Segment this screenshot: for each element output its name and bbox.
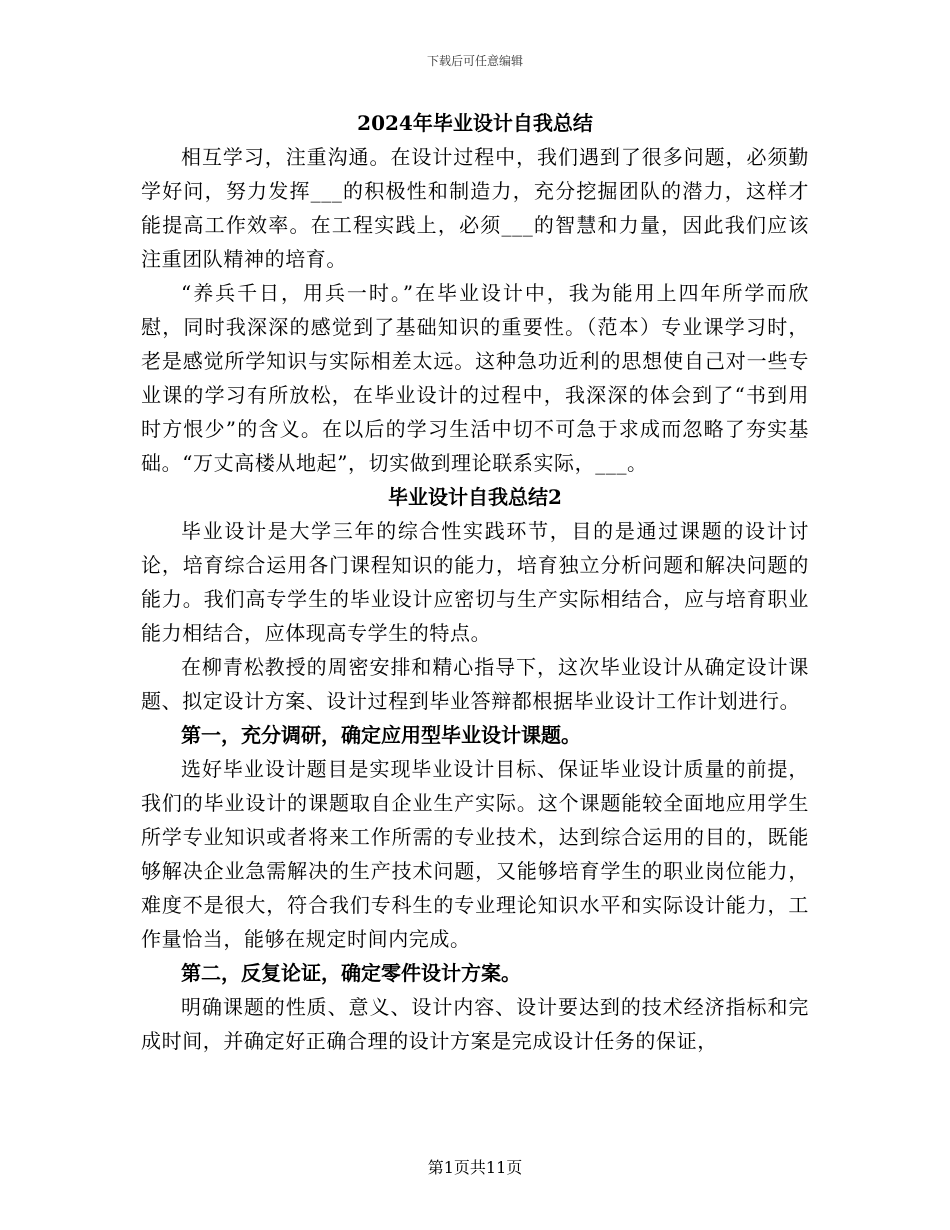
page-footer: 第1页共11页	[427, 1158, 523, 1177]
paragraph: 毕业设计是大学三年的综合性实践环节，目的是通过课题的设计讨论，培育综合运用各门课程知识的能力，培育独立分析问题和解决问题的能力。我们高专学生的毕业设计应密切与生产实际相结合，应与培育职业能力相结合，应体现高专学生的特点。	[141, 519, 809, 645]
paragraph: 明确课题的性质、意义、设计内容、设计要达到的技术经济指标和完成时间，并确定好正确合理的设计方案是完成设计任务的保证，	[141, 995, 809, 1053]
paragraph: 选好毕业设计题目是实现毕业设计目标、保证毕业设计质量的前提，我们的毕业设计的课题取自企业生产实际。这个课题能较全面地应用学生所学专业知识或者将来工作所需的专业技术，达到综合运用的目的，既能够解决企业急需解决的生产技术问题，又能够培育学生的职业岗位能力，难度不是很大，符合我们专科生的专业理论知识水平和实际设计能力，工作量恰当，能够在规定时间内完成。	[141, 757, 809, 951]
section-heading: 第一，充分调研，确定应用型毕业设计课题。	[181, 723, 581, 747]
document-body	[141, 106, 809, 1058]
section-heading: 第二，反复论证，确定零件设计方案。	[181, 961, 521, 985]
section-title: 毕业设计自我总结2	[388, 485, 562, 509]
header-note: 下载后可任意编辑	[426, 54, 523, 68]
paragraph: “养兵千日，用兵一时。”在毕业设计中，我为能用上四年所学而欣慰，同时我深深的感觉到了基础知识的重要性。（范本）专业课学习时，老是感觉所学知识与实际相差太远。这种急功近利的思想使自己对一些专业课的学习有所放松，在毕业设计的过程中，我深深的体会到了“书到用时方恨少”的含义。在以后的学习生活中切不可急于求成而忽略了夯实基础。“万丈高楼从地起”，切实做到理论联系实际，___。	[141, 281, 809, 475]
document-title: 2024年毕业设计自我总结	[357, 111, 593, 135]
paragraph: 相互学习，注重沟通。在设计过程中，我们遇到了很多问题，必须勤学好问，努力发挥___的积极性和制造力，充分挖掘团队的潜力，这样才能提高工作效率。在工程实践上，必须___的智慧和力量，因此我们应该注重团队精神的培育。	[141, 145, 809, 271]
paragraph: 在柳青松教授的周密安排和精心指导下，这次毕业设计从确定设计课题、拟定设计方案、设计过程到毕业答辩都根据毕业设计工作计划进行。	[141, 655, 809, 713]
